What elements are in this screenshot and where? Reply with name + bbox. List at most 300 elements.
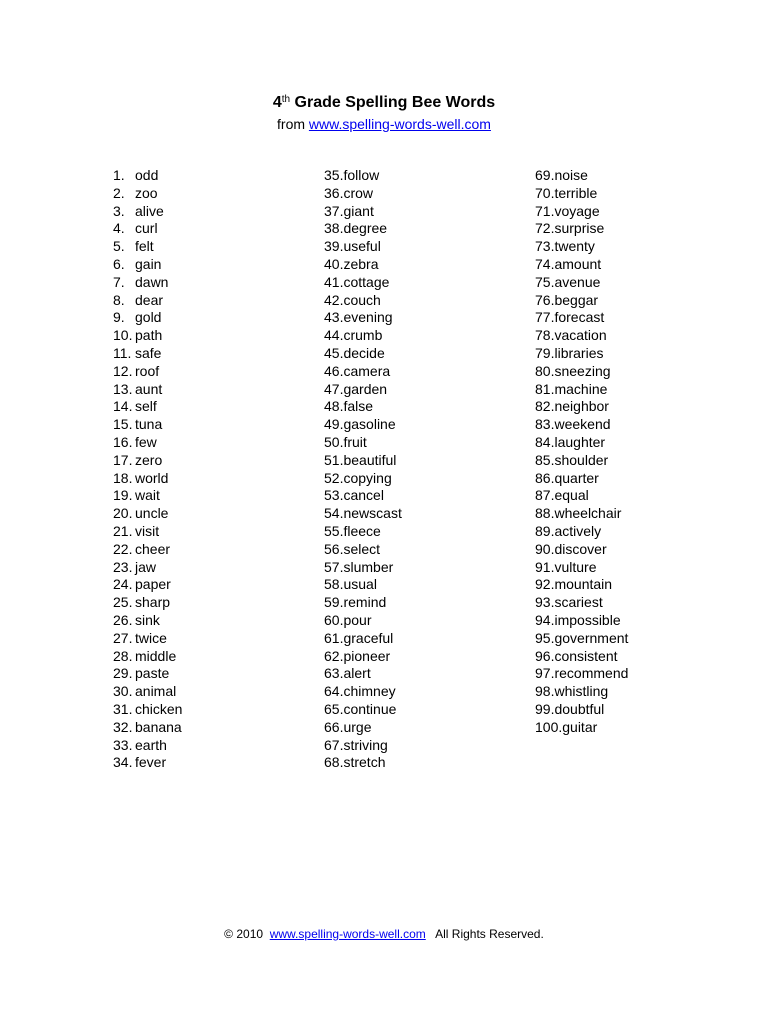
- word-list-item: [324, 541, 402, 559]
- word-number: 99.: [535, 700, 555, 717]
- word-number: 77.: [535, 309, 555, 326]
- word-number: 37.: [324, 202, 344, 219]
- word-text: consistent: [554, 647, 618, 664]
- word-list-item: [113, 220, 182, 238]
- word-list-item: [113, 452, 182, 470]
- word-text: fleece: [343, 522, 381, 539]
- word-text: pioneer: [343, 647, 391, 664]
- word-list-item: [535, 309, 628, 327]
- word-text: cheer: [135, 540, 171, 557]
- word-list-item: [324, 203, 402, 221]
- word-number: 97.: [535, 665, 555, 682]
- word-number: 74.: [535, 255, 555, 272]
- word-text: libraries: [554, 344, 604, 361]
- word-text: visit: [135, 522, 160, 539]
- word-list-item: [324, 398, 402, 416]
- word-number: 72.: [535, 220, 555, 237]
- word-list-item: [324, 470, 402, 488]
- word-list-item: [113, 576, 182, 594]
- word-list-item: [113, 203, 182, 221]
- word-number: 89.: [535, 522, 555, 539]
- word-number: 52.: [324, 469, 344, 486]
- word-number: 10.: [113, 327, 133, 344]
- word-list-item: [113, 505, 182, 523]
- word-number: 8.: [113, 291, 125, 308]
- word-number: 57.: [324, 558, 344, 575]
- word-text: useful: [343, 238, 381, 255]
- word-list-item: [324, 576, 402, 594]
- page-title: [0, 93, 768, 113]
- word-list-item: [113, 665, 182, 683]
- word-list-item: [324, 683, 402, 701]
- word-list-item: [324, 505, 402, 523]
- word-number: 20.: [113, 505, 133, 522]
- word-list-item: [535, 220, 628, 238]
- word-list-item: [535, 541, 628, 559]
- word-list-item: [535, 327, 628, 345]
- word-list-item: [113, 274, 182, 292]
- word-text: world: [135, 469, 169, 486]
- word-number: 73.: [535, 238, 555, 255]
- word-list-item: [324, 737, 402, 755]
- word-column-2: [324, 167, 402, 772]
- word-number: 24.: [113, 576, 133, 593]
- word-text: forecast: [554, 309, 605, 326]
- word-list-item: [535, 452, 628, 470]
- word-text: sink: [135, 611, 160, 628]
- word-number: 41.: [324, 273, 344, 290]
- word-list-item: [535, 665, 628, 683]
- word-number: 84.: [535, 433, 555, 450]
- word-number: 98.: [535, 683, 555, 700]
- word-number: 47.: [324, 380, 344, 397]
- word-list-item: [324, 220, 402, 238]
- word-text: wait: [135, 487, 160, 504]
- word-text: zoo: [135, 184, 158, 201]
- word-text: weekend: [554, 416, 611, 433]
- word-list-item: [324, 256, 402, 274]
- word-list-item: [113, 541, 182, 559]
- word-text: remind: [343, 594, 387, 611]
- word-text: striving: [343, 736, 388, 753]
- word-number: 33.: [113, 736, 133, 753]
- word-text: usual: [343, 576, 377, 593]
- header-site-link[interactable]: www.spelling-words-well.com: [308, 116, 491, 132]
- word-text: government: [554, 629, 629, 646]
- word-number: 85.: [535, 451, 555, 468]
- word-text: amount: [554, 255, 602, 272]
- word-list-item: [324, 309, 402, 327]
- footer: [0, 926, 768, 942]
- word-list-item: [113, 381, 182, 399]
- word-text: twice: [135, 629, 167, 646]
- word-list-item: [113, 594, 182, 612]
- word-text: gold: [135, 309, 162, 326]
- word-number: 62.: [324, 647, 344, 664]
- word-number: 94.: [535, 611, 555, 628]
- word-number: 25.: [113, 594, 133, 611]
- word-number: 3.: [113, 202, 125, 219]
- word-number: 2.: [113, 184, 125, 201]
- word-list-item: [113, 559, 182, 577]
- word-list-item: [535, 648, 628, 666]
- word-number: 83.: [535, 416, 555, 433]
- word-number: 88.: [535, 505, 555, 522]
- word-text: few: [135, 433, 157, 450]
- word-list-item: [113, 523, 182, 541]
- word-text: path: [135, 327, 163, 344]
- word-list-item: [113, 683, 182, 701]
- word-list-item: [113, 630, 182, 648]
- word-list-item: [535, 487, 628, 505]
- word-list-item: [113, 434, 182, 452]
- word-number: 26.: [113, 611, 133, 628]
- word-text: self: [135, 398, 157, 415]
- word-number: 46.: [324, 362, 344, 379]
- word-list-item: [535, 630, 628, 648]
- word-text: fruit: [343, 433, 367, 450]
- word-number: 35.: [324, 167, 344, 183]
- word-number: 4.: [113, 220, 125, 237]
- word-number: 21.: [113, 522, 133, 539]
- word-list-item: [113, 167, 182, 185]
- word-number: 95.: [535, 629, 555, 646]
- title-prefix: 4: [272, 94, 282, 111]
- word-list-item: [324, 754, 402, 772]
- word-number: 55.: [324, 522, 344, 539]
- word-number: 11.: [113, 344, 132, 361]
- word-number: 67.: [324, 736, 344, 753]
- word-number: 81.: [535, 380, 555, 397]
- word-list-item: [324, 345, 402, 363]
- word-text: discover: [554, 540, 607, 557]
- word-list-item: [113, 719, 182, 737]
- word-number: 69.: [535, 167, 555, 183]
- word-number: 86.: [535, 469, 555, 486]
- word-text: uncle: [135, 505, 169, 522]
- word-number: 58.: [324, 576, 344, 593]
- word-number: 56.: [324, 540, 344, 557]
- word-text: equal: [554, 487, 589, 504]
- word-number: 6.: [113, 255, 125, 272]
- word-column-3: [535, 167, 628, 737]
- word-list-item: [324, 292, 402, 310]
- word-number: 43.: [324, 309, 344, 326]
- word-list-item: [324, 452, 402, 470]
- word-text: odd: [135, 167, 159, 183]
- word-text: roof: [135, 362, 160, 379]
- word-list-item: [324, 363, 402, 381]
- word-number: 54.: [324, 505, 344, 522]
- word-text: quarter: [554, 469, 599, 486]
- word-number: 78.: [535, 327, 555, 344]
- word-text: slumber: [343, 558, 394, 575]
- word-number: 18.: [113, 469, 133, 486]
- word-number: 82.: [535, 398, 555, 415]
- word-text: degree: [343, 220, 388, 237]
- word-number: 79.: [535, 344, 555, 361]
- word-list-item: [535, 719, 628, 737]
- word-list-item: [324, 523, 402, 541]
- word-list-item: [535, 559, 628, 577]
- word-list-item: [324, 416, 402, 434]
- word-list-item: [535, 167, 628, 185]
- word-text: beautiful: [343, 451, 397, 468]
- word-text: aunt: [135, 380, 163, 397]
- word-list-item: [324, 701, 402, 719]
- word-text: surprise: [554, 220, 605, 237]
- word-list-item: [535, 523, 628, 541]
- word-list-item: [113, 754, 182, 772]
- word-number: 13.: [113, 380, 133, 397]
- word-list-item: [113, 737, 182, 755]
- word-list-item: [324, 487, 402, 505]
- word-text: cancel: [343, 487, 384, 504]
- word-text: pour: [343, 611, 372, 628]
- word-text: middle: [135, 647, 177, 664]
- word-number: 28.: [113, 647, 133, 664]
- word-list-item: [113, 292, 182, 310]
- word-number: 30.: [113, 683, 133, 700]
- word-text: crow: [343, 184, 374, 201]
- word-text: animal: [135, 683, 177, 700]
- word-text: camera: [343, 362, 391, 379]
- word-number: 75.: [535, 273, 555, 290]
- from-label: from: [277, 116, 309, 132]
- word-number: 65.: [324, 700, 344, 717]
- footer-site-link[interactable]: www.spelling-words-well.com: [269, 927, 426, 941]
- word-text: select: [343, 540, 381, 557]
- word-list-item: [324, 327, 402, 345]
- word-list-item: [324, 185, 402, 203]
- word-number: 22.: [113, 540, 133, 557]
- word-list-item: [324, 238, 402, 256]
- word-list-item: [113, 487, 182, 505]
- word-list-item: [535, 576, 628, 594]
- word-text: dear: [135, 291, 164, 308]
- word-text: tuna: [135, 416, 163, 433]
- word-list-item: [324, 274, 402, 292]
- word-text: newscast: [343, 505, 402, 522]
- word-text: beggar: [554, 291, 599, 308]
- word-number: 93.: [535, 594, 555, 611]
- word-list-item: [113, 398, 182, 416]
- word-number: 36.: [324, 184, 344, 201]
- word-text: jaw: [135, 558, 157, 575]
- word-list-item: [535, 185, 628, 203]
- word-text: cottage: [343, 273, 390, 290]
- word-text: voyage: [554, 202, 600, 219]
- word-number: 63.: [324, 665, 344, 682]
- word-text: evening: [343, 309, 393, 326]
- word-list-item: [535, 594, 628, 612]
- word-number: 60.: [324, 611, 344, 628]
- word-text: graceful: [343, 629, 394, 646]
- word-number: 91.: [535, 558, 555, 575]
- word-number: 14.: [113, 398, 133, 415]
- word-text: gasoline: [343, 416, 396, 433]
- word-number: 27.: [113, 629, 133, 646]
- word-text: urge: [343, 718, 372, 735]
- word-list-item: [324, 612, 402, 630]
- word-list-item: [113, 612, 182, 630]
- word-list-item: [535, 701, 628, 719]
- word-list-item: [113, 345, 182, 363]
- word-list-item: [535, 292, 628, 310]
- word-text: shoulder: [554, 451, 609, 468]
- word-number: 49.: [324, 416, 344, 433]
- word-number: 39.: [324, 238, 344, 255]
- word-number: 15.: [113, 416, 133, 433]
- word-list-item: [113, 185, 182, 203]
- word-text: scariest: [554, 594, 603, 611]
- word-list-item: [535, 363, 628, 381]
- word-text: alive: [135, 202, 164, 219]
- word-number: 53.: [324, 487, 344, 504]
- word-text: doubtful: [554, 700, 605, 717]
- word-number: 96.: [535, 647, 555, 664]
- word-text: vulture: [554, 558, 597, 575]
- word-number: 70.: [535, 184, 555, 201]
- word-text: earth: [135, 736, 167, 753]
- word-number: 19.: [113, 487, 133, 504]
- word-number: 50.: [324, 433, 344, 450]
- word-number: 23.: [113, 558, 133, 575]
- word-text: noise: [554, 167, 588, 183]
- word-number: 48.: [324, 398, 344, 415]
- word-number: 66.: [324, 718, 344, 735]
- word-text: whistling: [554, 683, 609, 700]
- word-text: stretch: [343, 754, 386, 771]
- word-text: wheelchair: [554, 505, 622, 522]
- word-number: 16.: [113, 433, 133, 450]
- word-list-item: [535, 238, 628, 256]
- word-list-item: [535, 470, 628, 488]
- word-list-item: [324, 630, 402, 648]
- word-list-item: [535, 505, 628, 523]
- word-list-item: [113, 416, 182, 434]
- word-list-item: [324, 594, 402, 612]
- word-number: 31.: [113, 700, 133, 717]
- word-text: zero: [135, 451, 163, 468]
- word-text: copying: [343, 469, 392, 486]
- word-number: 32.: [113, 718, 133, 735]
- word-text: dawn: [135, 273, 169, 290]
- word-list-item: [324, 167, 402, 185]
- word-text: curl: [135, 220, 158, 237]
- word-text: felt: [135, 238, 154, 255]
- word-list-item: [535, 398, 628, 416]
- word-column-1: [113, 167, 182, 772]
- word-list-item: [535, 612, 628, 630]
- word-text: continue: [343, 700, 397, 717]
- word-text: gain: [135, 255, 162, 272]
- word-number: 100.: [535, 718, 563, 735]
- word-number: 7.: [113, 273, 125, 290]
- word-list-item: [324, 559, 402, 577]
- word-list-item: [324, 381, 402, 399]
- word-number: 87.: [535, 487, 555, 504]
- word-number: 92.: [535, 576, 555, 593]
- word-list-item: [113, 470, 182, 488]
- word-list-item: [535, 416, 628, 434]
- word-number: 45.: [324, 344, 344, 361]
- word-list-item: [113, 238, 182, 256]
- word-text: couch: [343, 291, 381, 308]
- word-text: sharp: [135, 594, 171, 611]
- title-superscript: th: [281, 94, 291, 105]
- word-text: paper: [135, 576, 171, 593]
- word-text: fever: [135, 754, 167, 771]
- word-number: 42.: [324, 291, 344, 308]
- word-text: sneezing: [554, 362, 611, 379]
- word-number: 44.: [324, 327, 344, 344]
- word-list-item: [535, 434, 628, 452]
- word-text: mountain: [554, 576, 613, 593]
- word-text: crumb: [343, 327, 383, 344]
- word-number: 12.: [113, 362, 133, 379]
- title-rest: Grade Spelling Bee Words: [290, 94, 496, 111]
- word-list-item: [324, 434, 402, 452]
- word-number: 80.: [535, 362, 555, 379]
- word-number: 34.: [113, 754, 133, 771]
- word-list-item: [535, 256, 628, 274]
- word-text: chimney: [343, 683, 396, 700]
- word-text: decide: [343, 344, 385, 361]
- word-list-item: [535, 381, 628, 399]
- word-text: false: [343, 398, 374, 415]
- word-text: actively: [554, 522, 602, 539]
- word-number: 5.: [113, 238, 125, 255]
- word-number: 51.: [324, 451, 344, 468]
- word-list-item: [535, 203, 628, 221]
- word-number: 71.: [535, 202, 555, 219]
- word-list-item: [113, 256, 182, 274]
- word-list-item: [113, 327, 182, 345]
- word-number: 90.: [535, 540, 555, 557]
- word-text: garden: [343, 380, 388, 397]
- word-list-item: [113, 701, 182, 719]
- subtitle: [0, 115, 768, 133]
- word-list-item: [324, 719, 402, 737]
- copyright-text: © 2010: [224, 927, 270, 941]
- word-text: guitar: [562, 718, 598, 735]
- word-number: 29.: [113, 665, 133, 682]
- word-text: laughter: [554, 433, 606, 450]
- word-text: paste: [135, 665, 170, 682]
- word-list-item: [535, 345, 628, 363]
- word-list-item: [535, 683, 628, 701]
- word-number: 76.: [535, 291, 555, 308]
- word-text: neighbor: [554, 398, 609, 415]
- word-number: 40.: [324, 255, 344, 272]
- word-list-item: [113, 363, 182, 381]
- word-text: safe: [135, 344, 162, 361]
- word-text: terrible: [554, 184, 598, 201]
- word-list-item: [535, 274, 628, 292]
- word-text: vacation: [554, 327, 607, 344]
- word-number: 59.: [324, 594, 344, 611]
- word-text: machine: [554, 380, 608, 397]
- word-text: alert: [343, 665, 371, 682]
- word-number: 1.: [113, 167, 125, 183]
- word-number: 64.: [324, 683, 344, 700]
- word-text: impossible: [554, 611, 621, 628]
- word-list-item: [324, 665, 402, 683]
- word-text: recommend: [554, 665, 629, 682]
- word-list-item: [113, 309, 182, 327]
- word-list-item: [113, 648, 182, 666]
